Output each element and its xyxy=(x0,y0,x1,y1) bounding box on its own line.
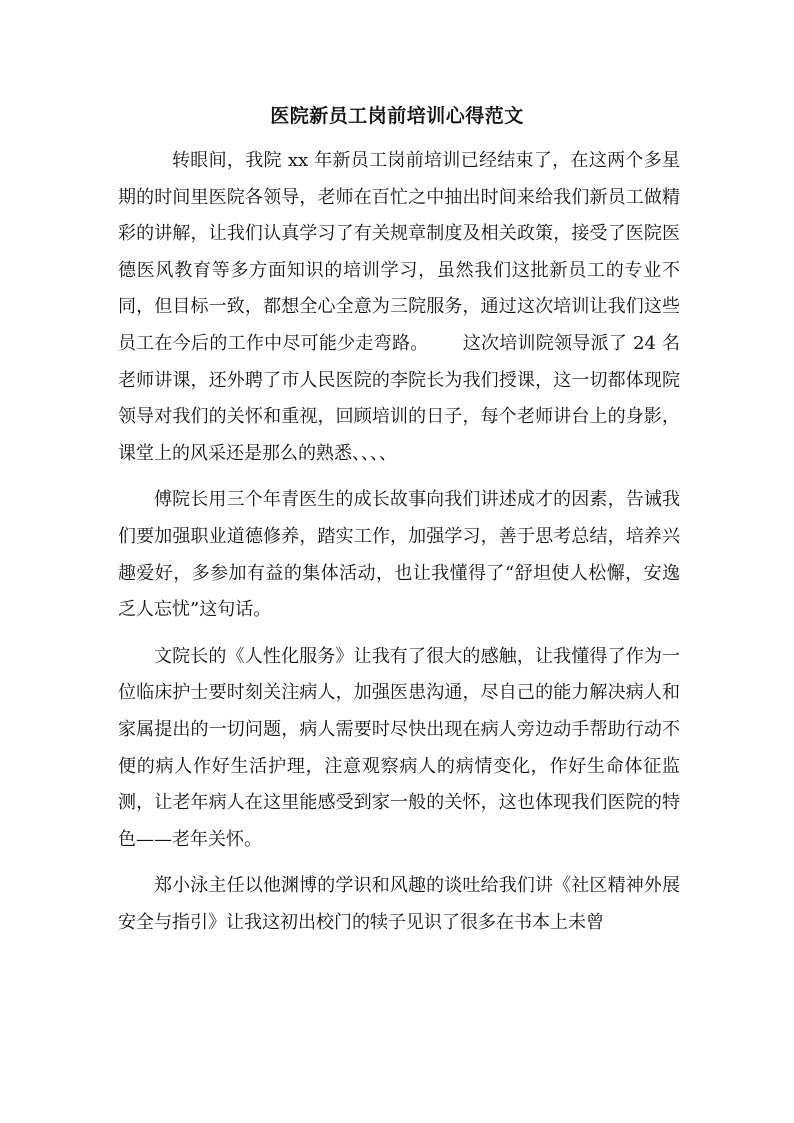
paragraph-2: 傅院长用三个年青医生的成长故事向我们讲述成才的因素，告诫我们要加强职业道德修养，踏实工作，加强学习，善于思考总结，培养兴趣爱好，多参加有益的集体活动，也让我懂得了“舒坦使人松懈，安逸乏人忘忧”这句话。 xyxy=(118,489,680,621)
paragraph-4: 郑小泳主任以他渊博的学识和风趣的谈吐给我们讲《社区精神外展安全与指引》让我这初出校门的犊子见识了很多在书本上未曾 xyxy=(118,875,680,933)
paragraph-1 xyxy=(118,143,680,472)
document-body xyxy=(118,143,680,951)
document-title: 医院新员工岗前培训心得范文 xyxy=(270,105,524,127)
paragraph-1-part-2: 这次培训院领导派了 24 名老师讲课，还外聘了市人民医院的李院长为我们授课，这一切都体现院领导对我们的关怀和重视，回顾培训的日子，每个老师讲台上的身影，课堂上的风采还是那么的熟悉、、、、 xyxy=(118,332,680,464)
paragraph-1-part-1: 转眼间，我院 xx 年新员工岗前培训已经结束了，在这两个多星期的时间里医院各领导，老师在百忙之中抽出时间来给我们新员工做精彩的讲解，让我们认真学习了有关规章制度及相关政策，接受了医院医德医风教育等多方面知识的培训学习，虽然我们这批新员工的专业不同，但目标一致，都想全心全意为三院服务，通过这次培训让我们这些员工在今后的工作中尽可能少走弯路。 xyxy=(118,150,680,354)
paragraph-3: 文院长的《人性化服务》让我有了很大的感触，让我懂得了作为一位临床护士要时刻关注病人，加强医患沟通，尽自己的能力解决病人和家属提出的一切问题，病人需要时尽快出现在病人旁边动手帮助行动不便的病人作好生活护理，注意观察病人的病情变化，作好生命体征监测，让老年病人在这里能感受到家一般的关怀，这也体现我们医院的特色——老年关怀。 xyxy=(118,645,680,850)
